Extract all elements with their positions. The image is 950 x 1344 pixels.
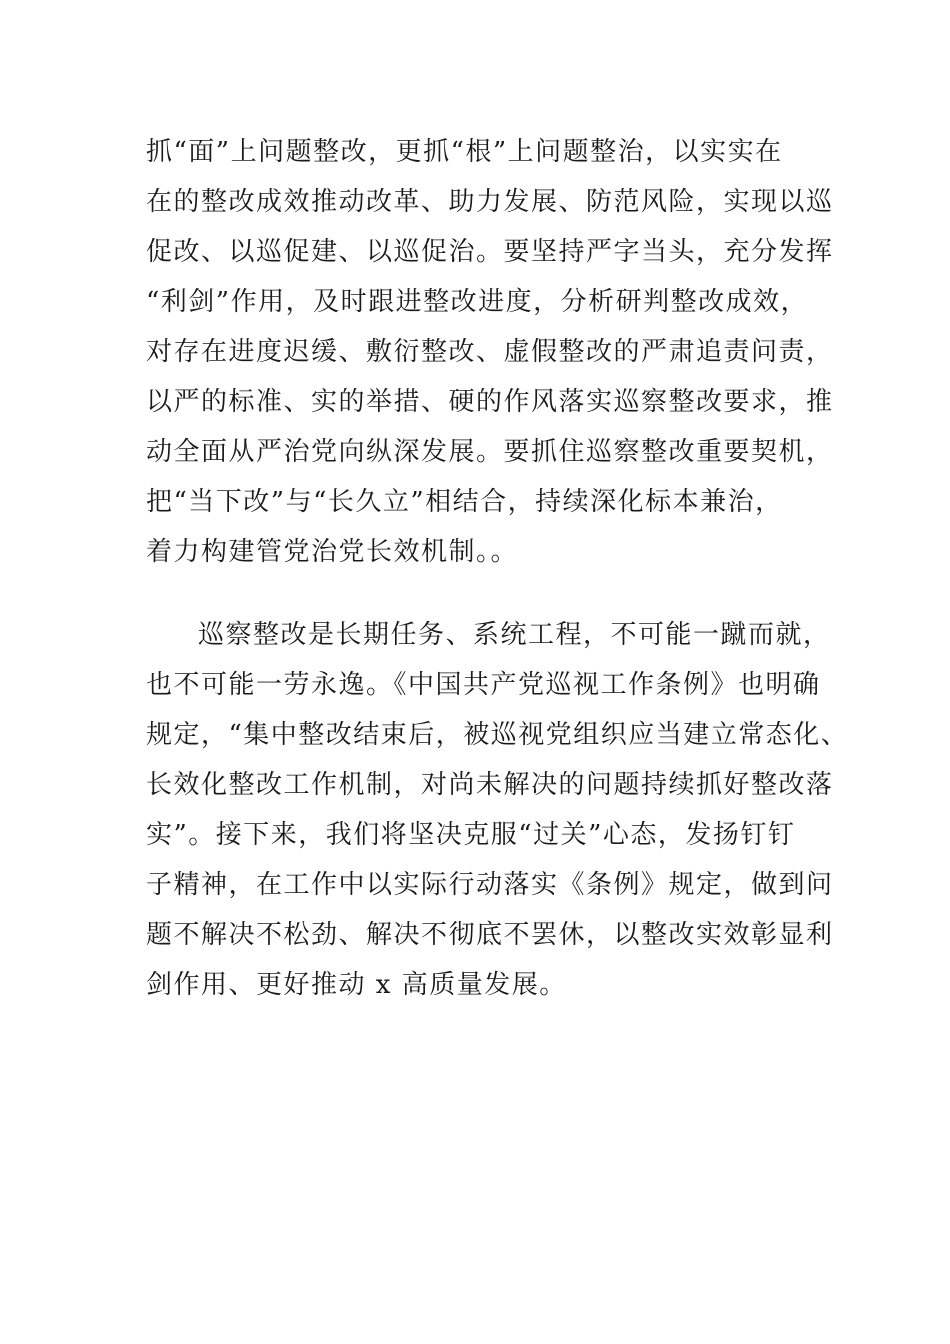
paragraph-line: 长效化整改工作机制，对尚未解决的问题持续抓好整改落	[146, 770, 834, 800]
paragraph-line: 对存在进度迟缓、敷衍整改、虚假整改的严肃追责问责，	[146, 337, 834, 367]
paragraph-line: 规定，“集中整改结束后，被巡视党组织应当建立常态化、	[146, 720, 849, 750]
paragraph-line: 把“当下改”与“长久立”相结合，持续深化标本兼治，	[146, 487, 783, 517]
paragraph-line: 剑作用、更好推动 x 高质量发展。	[146, 970, 567, 1000]
paragraph-line: 子精神，在工作中以实际行动落实《条例》规定，做到问	[146, 870, 834, 900]
paragraph-line: 题不解决不松劲、解决不彻底不罢休，以整改实效彰显利	[146, 920, 834, 950]
paragraph-line: 抓“面”上问题整改，更抓“根”上问题整治，以实实在	[146, 137, 783, 167]
paragraph-line: 着力构建管党治党长效机制。。	[146, 537, 519, 567]
paragraph-line: 也不可能一劳永逸。《中国共产党巡视工作条例》也明确	[146, 670, 821, 700]
paragraph-line: 以严的标准、实的举措、硬的作风落实巡察整改要求，推	[146, 387, 834, 417]
paragraph-line: 实”。接下来，我们将坚决克服“过关”心态，发扬钉钉	[146, 820, 796, 850]
paragraph-line: 动全面从严治党向纵深发展。要抓住巡察整改重要契机，	[146, 437, 834, 467]
paragraph-line: 在的整改成效推动改革、助力发展、防范风险，实现以巡	[146, 187, 834, 217]
paragraph-line: “利剑”作用，及时跟进整改进度，分析研判整改成效，	[146, 287, 809, 317]
paragraph-line: 促改、以巡促建、以巡促治。要坚持严字当头，充分发挥	[146, 237, 834, 267]
paragraph-line: 巡察整改是长期任务、系统工程，不可能一蹴而就，	[198, 620, 831, 650]
